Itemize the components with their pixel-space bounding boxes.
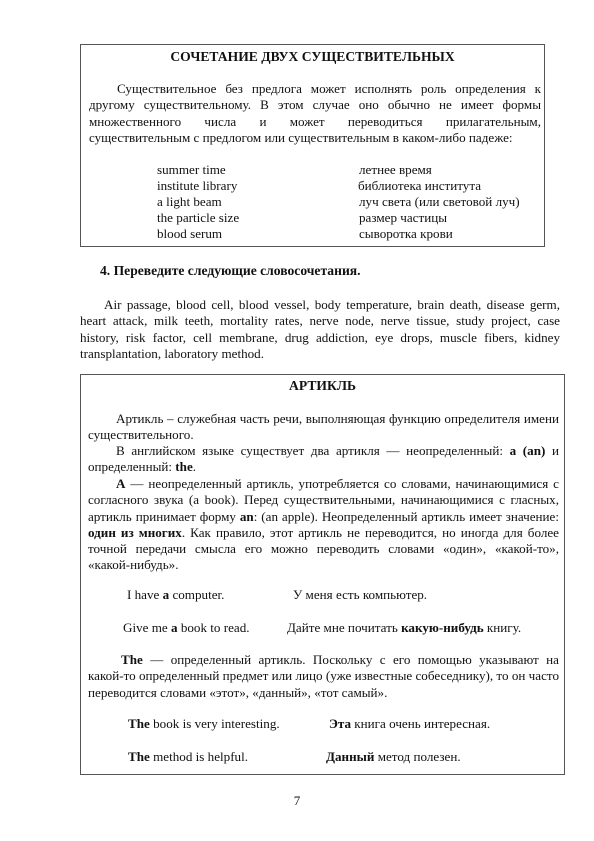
- noun-compound-box: [80, 44, 545, 247]
- example-ru: сыворотка крови: [359, 226, 453, 241]
- example-ru: библиотека института: [358, 178, 482, 193]
- example-en: blood serum: [157, 226, 223, 241]
- article-definition: Артикль – служебная часть речи, выполняющая функцию определителя имени существительного.: [88, 411, 559, 443]
- box-title: АРТИКЛЬ: [289, 378, 356, 393]
- example-en: I have a computer.: [127, 587, 225, 602]
- example-en: a light beam: [157, 194, 222, 209]
- example-en: Give me a book to read.: [123, 620, 250, 635]
- example-ru: Дайте мне почитать какую-нибудь книгу.: [287, 620, 522, 635]
- example-ru: размер частицы: [359, 210, 448, 225]
- exercise-text: Air passage, blood cell, blood vessel, body temperature, brain death, disease germ, heart attack, milk teeth, mortality rates, nerve node, nerve tissue, study project, case history, risk factor, cell membrane, drug addiction, eye drops, muscle fibers, kidney transplantation, laboratory method.: [80, 297, 560, 361]
- page-number: 7: [293, 793, 301, 808]
- example-en: summer time: [157, 162, 226, 177]
- example-ru: луч света (или световой луч): [359, 194, 520, 209]
- example-ru: Эта книга очень интересная.: [329, 716, 491, 731]
- box-title: СОЧЕТАНИЕ ДВУХ СУЩЕСТВИТЕЛЬНЫХ: [170, 49, 455, 64]
- article-types: В английском языке существует два артикля — неопределенный: a (an) и определенный: the.: [88, 443, 559, 475]
- example-en: The book is very interesting.: [128, 716, 280, 731]
- indefinite-article-paragraph: A — неопределенный артикль, употребляется со словами, начинающимися с согласного звука (a book). Перед существительными, начинающимися с гласных, артикль принимает форму an: (an apple). Неопределенный артикль имеет значение: один из многих. Как правило, этот артикль не переводится, но иногда для более точной передачи смысла его можно переводить словами «один», «какой-то», «какой-нибудь».: [88, 476, 559, 573]
- definite-article-paragraph: The — определенный артикль. Поскольку с его помощью указывают на какой-то определенный предмет или лицо (уже известные собеседнику), то он часто переводится словами «этот», «данный», «тот самый».: [88, 652, 559, 700]
- exercise-heading: 4. Переведите следующие словосочетания.: [100, 263, 361, 278]
- example-ru: Данный метод полезен.: [326, 749, 461, 764]
- example-ru: летнее время: [359, 162, 432, 177]
- example-ru: У меня есть компьютер.: [293, 587, 428, 602]
- example-en: The method is helpful.: [128, 749, 249, 764]
- example-en: the particle size: [157, 210, 240, 225]
- rule-paragraph: Существительное без предлога может исполнять роль определения к другому существительному. В этом случае оно обычно не имеет формы множественного числа и может переводиться прилагательным, существительным с предлогом или существительным в каком-либо падеже:: [89, 81, 541, 145]
- example-en: institute library: [157, 178, 238, 193]
- article-box: [80, 374, 565, 775]
